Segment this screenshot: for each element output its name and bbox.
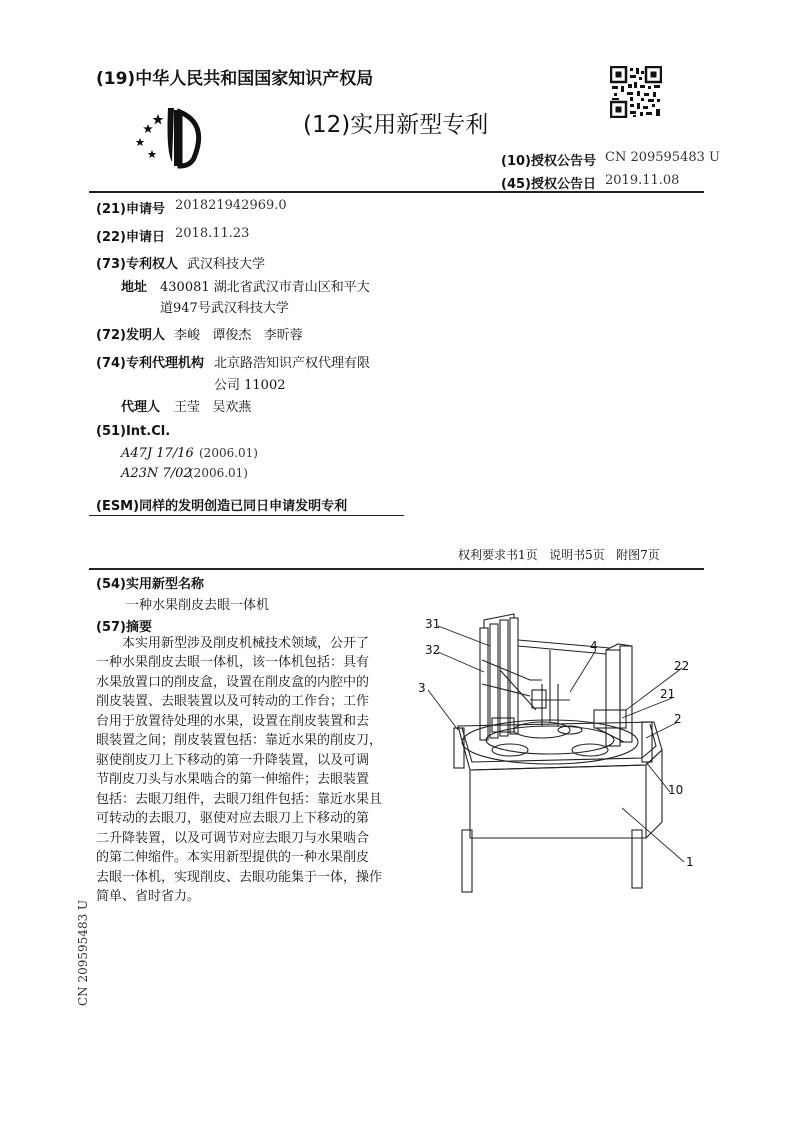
application-number: 201821942969.0 bbox=[175, 198, 287, 213]
application-number-label: (21)申请号 bbox=[96, 202, 165, 217]
abstract-label: (57)摘要 bbox=[96, 620, 152, 635]
application-date: 2018.11.23 bbox=[175, 226, 250, 241]
abstract-line: 驱使削皮刀上下移动的第一升降装置，以及可调 bbox=[96, 753, 370, 768]
figure-label-1: 1 bbox=[686, 855, 694, 869]
patentee: 武汉科技大学 bbox=[187, 257, 266, 272]
abstract-line: 包括：去眼刀组件，去眼刀组件包括：靠近水果且 bbox=[96, 792, 383, 807]
document-type: (12)实用新型专利 bbox=[303, 112, 489, 138]
figure-top-frame bbox=[458, 722, 662, 770]
figure-label-31: 31 bbox=[425, 617, 441, 631]
agency-line-1: 北京路浩知识产权代理有限 bbox=[214, 356, 371, 371]
abstract-line: 削皮装置、去眼装置以及可转动的工作台；工作 bbox=[96, 694, 370, 709]
abstract-line: 台用于放置待处理的水果，设置在削皮装置和去 bbox=[96, 714, 370, 729]
publication-number: CN 209595483 U bbox=[605, 150, 720, 165]
ipc-version-1: (2006.01) bbox=[199, 446, 258, 460]
publication-number-label: (10)授权公告号 bbox=[501, 154, 596, 169]
figure-label-3: 3 bbox=[418, 681, 426, 695]
device-figure bbox=[410, 600, 710, 900]
address-line-2: 道947号武汉科技大学 bbox=[160, 301, 289, 316]
figure-label-32: 32 bbox=[425, 643, 441, 657]
patentee-label: (73)专利权人 bbox=[96, 257, 178, 272]
esm-note: (ESM)同样的发明创造已同日申请发明专利 bbox=[96, 499, 348, 514]
inventors: 李峻 谭俊杰 李昕蓉 bbox=[174, 328, 303, 343]
qr-code bbox=[610, 66, 662, 118]
agency-label: (74)专利代理机构 bbox=[96, 356, 204, 371]
inventors-label: (72)发明人 bbox=[96, 328, 165, 343]
star-icon bbox=[136, 114, 164, 158]
biblio-divider bbox=[89, 515, 404, 516]
figure-label-22: 22 bbox=[674, 659, 690, 673]
figure-label-2: 2 bbox=[674, 712, 682, 726]
address-label: 地址 bbox=[121, 280, 148, 295]
utility-model-title: 一种水果削皮去眼一体机 bbox=[126, 598, 270, 613]
agency-line-2: 公司 11002 bbox=[214, 378, 286, 393]
page-count: 权利要求书1页 说明书5页 附图7页 bbox=[458, 548, 660, 562]
utility-model-title-label: (54)实用新型名称 bbox=[96, 577, 204, 592]
figure-rail bbox=[606, 650, 620, 746]
int-cl-label: (51)Int.Cl. bbox=[96, 424, 171, 439]
figure-label-10: 10 bbox=[668, 783, 684, 797]
side-publication-number: CN 209595483 U bbox=[76, 899, 90, 1006]
figure-label-21: 21 bbox=[660, 687, 676, 701]
application-date-label: (22)申请日 bbox=[96, 230, 165, 245]
abstract-line: 简单、省时省力。 bbox=[96, 889, 201, 904]
abstract-line: 节削皮刀头与水果啮合的第一伸缩件；去眼装置 bbox=[96, 772, 370, 787]
header-divider bbox=[89, 191, 704, 193]
figure-leg bbox=[632, 830, 642, 888]
abstract-line: 的第二伸缩件。本实用新型提供的一种水果削皮 bbox=[96, 850, 370, 865]
abstract-line: 可转动的去眼刀，驱使对应去眼刀上下移动的第 bbox=[96, 811, 370, 826]
cnipa-logo bbox=[128, 100, 214, 174]
publication-date-label: (45)授权公告日 bbox=[501, 177, 596, 192]
abstract-line: 一种水果削皮去眼一体机，该一体机包括：具有 bbox=[96, 655, 370, 670]
agents: 王莹 吴欢燕 bbox=[174, 400, 252, 415]
abstract-line: 水果放置口的削皮盒，设置在削皮盒的内腔中的 bbox=[96, 675, 370, 690]
abstract-line: 去眼一体机，实现削皮、去眼功能集于一体，操作 bbox=[96, 870, 383, 885]
figure-label-4: 4 bbox=[590, 639, 598, 653]
abstract-line: 二升降装置，以及可调节对应去眼刀与水果啮合 bbox=[96, 831, 370, 846]
publication-date: 2019.11.08 bbox=[605, 173, 680, 188]
pages-divider bbox=[89, 568, 704, 570]
office-name: (19)中华人民共和国国家知识产权局 bbox=[96, 69, 374, 89]
agent-label: 代理人 bbox=[121, 400, 161, 415]
address-line-1: 430081 湖北省武汉市青山区和平大 bbox=[160, 280, 370, 295]
ipc-version-2: (2006.01) bbox=[189, 466, 248, 480]
ipc-code-1: A47J 17/16 bbox=[121, 446, 194, 461]
figure-base-box bbox=[470, 765, 646, 838]
abstract-line: 眼装置之间；削皮装置包括：靠近水果的削皮刀， bbox=[96, 733, 383, 748]
figure-leg bbox=[462, 830, 472, 892]
ipc-code-2: A23N 7/02 bbox=[121, 466, 192, 481]
abstract-line: 本实用新型涉及削皮机械技术领域，公开了 bbox=[122, 636, 370, 651]
